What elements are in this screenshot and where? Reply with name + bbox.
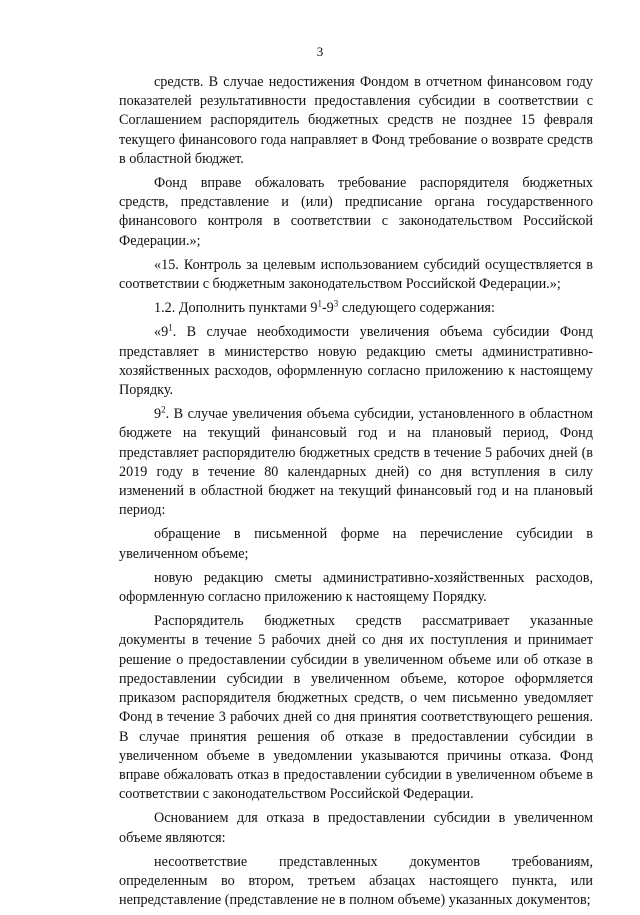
paragraph-new-estimate: новую редакцию сметы административно-хозяйственных расходов, оформленную согласно приложению к настоящему Порядку. bbox=[119, 569, 593, 606]
paragraph-review-decision: Распорядитель бюджетных средств рассматривает указанные документы в течение 5 рабочих дней со дня их поступления и принимает решение о предоставлении субсидии в увеличенном объеме или об отказе в предоставлении субсидии в увеличенном объеме, которое оформляется приказом распорядителя бюджетных средств, о чем письменно уведомляет Фонд в течение 3 рабочих дней со дня принятия соответствующего решения. В случае принятия решения об отказе в предоставлении субсидии в увеличенном объеме в уведомлении указываются причины отказа. Фонд вправе обжаловать отказ в предоставлении субсидии в увеличенном объеме в соответствии с законодательством Российской Федерации. bbox=[119, 613, 593, 803]
paragraph-item-15-control: «15. Контроль за целевым использованием субсидий осуществляется в соответствии с бюджетным законодательством Российской Федерации.»; bbox=[119, 256, 593, 293]
paragraph-refund-requirement: средств. В случае недостижения Фондом в отчетном финансовом году показателей результативности предоставления субсидии в соответствии с Соглашением распорядитель бюджетных средств не позднее 15 февраля текущего финансового года направляет в Фонд требование о возврате средств в областной бюджет. bbox=[119, 74, 593, 167]
item-text: . В случае увеличения объема субсидии, установленного в областном бюджете на текущий финансовый год и на плановый период, Фонд представляет распорядителю бюджетных средств в течение 5 рабочих дней (в 2019 году в течение 80 календарных дней) со дня вступления в силу изменений в областной бюджет на текущий финансовый год и на плановый период: bbox=[119, 406, 593, 519]
amendment-text-before: 1.2. Дополнить пунктами 9 bbox=[154, 300, 318, 317]
paragraph-written-request: обращение в письменной форме на перечисление субсидии в увеличенном объеме; bbox=[119, 526, 593, 562]
superscript: 1 bbox=[317, 298, 322, 309]
item-number: «9 bbox=[154, 324, 169, 341]
paragraph-nonconformity: несоответствие представленных документов требованиям, определенным во втором, третьем абзацах настоящего пункта, или непредставление (представление не в полном объеме) указанных документов; bbox=[119, 853, 593, 909]
paragraph-item-9-1 bbox=[119, 323, 593, 400]
amendment-text-mid: -9 bbox=[321, 300, 334, 317]
document-body bbox=[119, 73, 593, 915]
superscript: 3 bbox=[333, 298, 339, 309]
superscript: 1 bbox=[168, 322, 173, 333]
item-text: . В случае необходимости увеличения объема субсидии Фонд представляет в министерство новую редакцию сметы административно-хозяйственных расходов, оформленную согласно приложению к настоящему Порядку. bbox=[119, 324, 593, 399]
paragraph-appeal-requirement: Фонд вправе обжаловать требование распорядителя бюджетных средств, представление и (или) предписание органа государственного финансового контроля в соответствии с законодательством Российской Федерации.»; bbox=[119, 175, 593, 249]
paragraph-item-9-2 bbox=[119, 405, 593, 520]
superscript: 2 bbox=[161, 404, 166, 415]
paragraph-refusal-grounds: Основанием для отказа в предоставлении субсидии в увеличенном объеме являются: bbox=[119, 810, 593, 846]
item-number: 9 bbox=[154, 406, 162, 423]
page-number: 3 bbox=[316, 44, 324, 59]
amendment-text-after: следующего содержания: bbox=[338, 300, 495, 317]
paragraph-amendment-1-2 bbox=[119, 299, 593, 318]
